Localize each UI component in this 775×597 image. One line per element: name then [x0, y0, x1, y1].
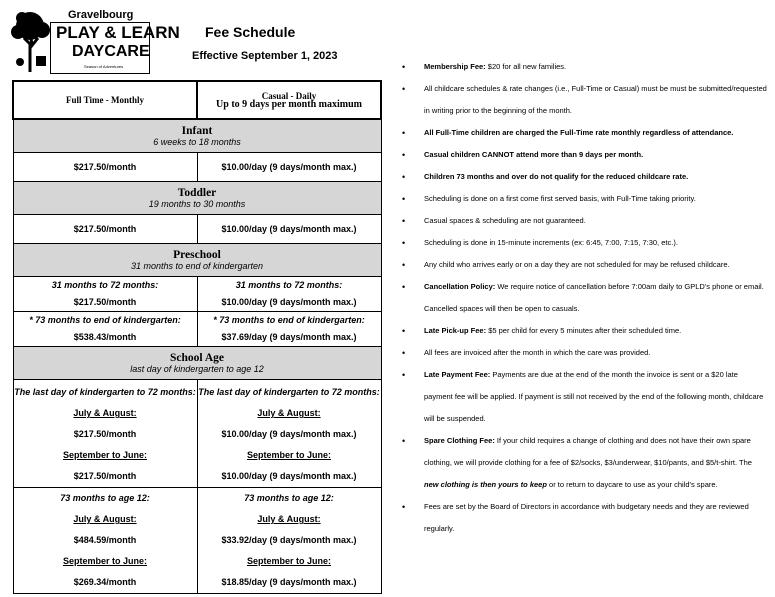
daily-rate: $33.92/day (9 days/month max.): [221, 535, 357, 545]
age-label: The last day of kindergarten to 72 months:: [198, 387, 380, 397]
age-label: The last day of kindergarten to 72 months:: [14, 387, 196, 397]
monthly-rate: $217.50/month: [73, 297, 137, 307]
table-row: [13, 215, 381, 244]
period-label: July & August:: [73, 408, 137, 418]
period-label: July & August:: [73, 514, 137, 524]
list-item: • All fees are invoiced after the month in which the care was provided.: [398, 342, 768, 364]
logo-line1: PLAY & LEARN: [56, 23, 180, 42]
daily-rate: $10.00/day (9 days/month max.): [221, 429, 357, 439]
list-item: • Membership Fee: $20 for all new families.: [398, 56, 768, 78]
section-name: School Age: [170, 352, 224, 364]
period-label: September to June:: [246, 450, 331, 460]
list-item: • Scheduling is done on a first come first served basis, with Full-Time taking priority.: [398, 188, 768, 210]
age-label: 73 months to age 12:: [244, 493, 334, 503]
monthly-rate: $217.50/month: [73, 429, 137, 439]
section-infant: [13, 119, 381, 153]
list-item: • Casual children CANNOT attend more than 9 days per month.: [398, 144, 768, 166]
table-row: [13, 488, 381, 594]
list-item: • Spare Clothing Fee: If your child requires a change of clothing and does not have their own spare clothing, we will provide clothing for a fee of $2/socks, $3/underwear, $10/pants, and $5/t-shirt. The new clothing is then yours to keep or to return to daycare to use as your child's spare.: [398, 430, 768, 496]
list-item: • Any child who arrives early or on a day they are not scheduled for may be refused childcare.: [398, 254, 768, 276]
table-row: [13, 153, 381, 182]
daycare-logo: [10, 8, 180, 74]
logo-line2: DAYCARE: [72, 43, 150, 60]
section-range: last day of kindergarten to age 12: [130, 364, 264, 374]
section-toddler: [13, 182, 381, 215]
period-label: July & August:: [257, 408, 321, 418]
period-label: July & August:: [257, 514, 321, 524]
age-label: 31 months to 72 months:: [235, 280, 343, 290]
daily-rate: $10.00/day (9 days/month max.): [197, 215, 381, 244]
list-item: • Late Payment Fee: Payments are due at the end of the month the invoice is sent or a $20 late payment fee will be applied. If payment is still not received by the end of the following month, childcare will be suspended.: [398, 364, 768, 430]
list-item: • Fees are set by the Board of Directors in accordance with budgetary needs and they are reviewed regularly.: [398, 496, 768, 540]
daily-rate: $37.69/day (9 days/month max.): [221, 332, 357, 342]
section-range: 6 weeks to 18 months: [153, 137, 241, 147]
col-header-casual: Casual - Daily Up to 9 days per month maximum: [197, 81, 381, 119]
daily-rate: $10.00/day (9 days/month max.): [221, 471, 357, 481]
monthly-rate: $217.50/month: [73, 471, 137, 481]
monthly-rate: $217.50/month: [13, 215, 197, 244]
table-row: [13, 312, 381, 347]
age-label: 73 months to age 12:: [60, 493, 150, 503]
table-header-row: [13, 81, 381, 119]
logo-tagline: Season of Adventures: [84, 64, 124, 69]
monthly-rate: $484.59/month: [73, 535, 137, 545]
list-item: • Cancellation Policy: We require notice of cancellation before 7:00am daily to GPLD's phone or email. Cancelled spaces will then be open to casuals.: [398, 276, 768, 320]
monthly-rate: $538.43/month: [73, 332, 137, 342]
effective-date: Effective September 1, 2023: [192, 50, 338, 62]
page-title: Fee Schedule: [205, 24, 296, 40]
age-label: * 73 months to end of kindergarten:: [29, 315, 181, 325]
section-school-age: [13, 347, 381, 380]
list-item: • Children 73 months and over do not qualify for the reduced childcare rate.: [398, 166, 768, 188]
list-item: • All childcare schedules & rate changes (i.e., Full-Time or Casual) must be must be submitted/requested in writing prior to the beginning of the month.: [398, 78, 768, 122]
logo-town: Gravelbourg: [68, 9, 134, 21]
list-item: • Late Pick-up Fee: $5 per child for every 5 minutes after their scheduled time.: [398, 320, 768, 342]
period-label: September to June:: [246, 556, 331, 566]
monthly-rate: $269.34/month: [73, 577, 137, 587]
age-label: * 73 months to end of kindergarten:: [213, 315, 365, 325]
section-name: Infant: [181, 125, 213, 137]
list-item: • Scheduling is done in 15-minute increments (ex: 6:45, 7:00, 7:15, 7:30, etc.).: [398, 232, 768, 254]
tree-icon: [10, 8, 54, 72]
period-label: September to June:: [62, 556, 147, 566]
section-preschool: [13, 244, 381, 277]
daily-rate: $18.85/day (9 days/month max.): [221, 577, 357, 587]
section-range: 19 months to 30 months: [148, 199, 246, 209]
list-item: • Casual spaces & scheduling are not guaranteed.: [398, 210, 768, 232]
col-header-full-time: Full Time - Monthly: [13, 81, 197, 119]
list-item: • All Full-Time children are charged the Full-Time rate monthly regardless of attendance.: [398, 122, 768, 144]
section-name: Toddler: [177, 187, 217, 199]
monthly-rate: $217.50/month: [13, 153, 197, 182]
section-range: 31 months to end of kindergarten: [130, 261, 264, 271]
table-row: [13, 380, 381, 488]
daily-rate: $10.00/day (9 days/month max.): [221, 297, 357, 307]
fee-table: [12, 80, 382, 594]
section-name: Preschool: [173, 249, 221, 261]
daily-rate: $10.00/day (9 days/month max.): [197, 153, 381, 182]
policy-list: [398, 56, 768, 540]
table-row: [13, 277, 381, 312]
age-label: 31 months to 72 months:: [51, 280, 159, 290]
period-label: September to June:: [62, 450, 147, 460]
